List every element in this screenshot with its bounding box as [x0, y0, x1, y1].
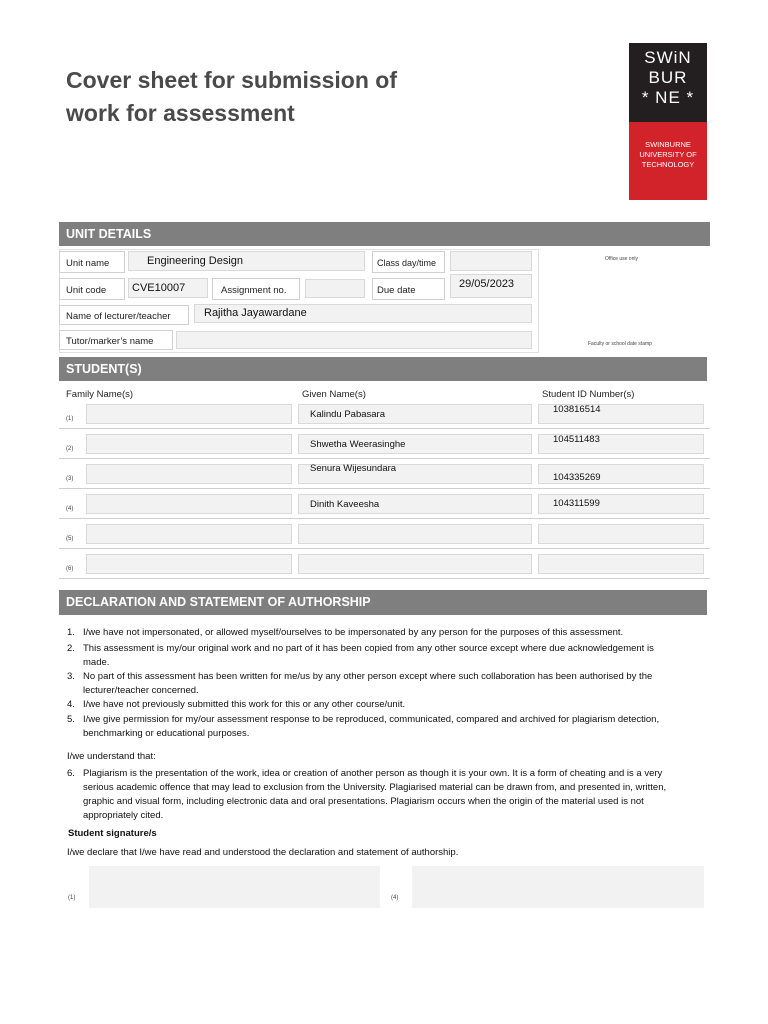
unit-name-field[interactable] [128, 251, 365, 271]
item-line: appropriately cited. [83, 810, 164, 821]
given-name-value: Kalindu Pabasara [310, 409, 385, 420]
given-name-field[interactable] [298, 464, 532, 484]
given-name-value: Shwetha Weerasinghe [310, 439, 406, 450]
student-id-value: 104335269 [553, 472, 601, 483]
understand-text: I/we understand that: [67, 751, 156, 762]
item-line: I/we have not previously submitted this work for this or any other course/unit. [83, 699, 406, 710]
unit-code-label-cell [59, 278, 125, 300]
given-name-field[interactable] [298, 524, 532, 544]
unit-code-field[interactable] [128, 278, 208, 298]
unit-code-label: Unit code [66, 285, 107, 296]
item-line: This assessment is my/our original work and no part of it has been copied from any other source except where due acknowledgement is [83, 643, 654, 654]
item-number: 1. [67, 627, 75, 638]
item-line: made. [83, 657, 110, 668]
class-label-cell [372, 251, 445, 273]
signature-4-number: (4) [391, 895, 399, 901]
unit-name-label: Unit name [66, 258, 110, 269]
signature-field-4[interactable] [412, 866, 704, 908]
given-name-value: Dinith Kaveesha [310, 499, 380, 510]
date-stamp-label: Faculty or school date stamp [588, 341, 652, 347]
lecturer-label-cell [59, 305, 189, 325]
student-id-value: 104311599 [553, 498, 600, 509]
unit-details-header: UNIT DETAILS [59, 222, 710, 246]
family-name-field[interactable] [86, 524, 292, 544]
signature-text: I/we declare that I/we have read and understood the declaration and statement of authorship. [67, 847, 459, 858]
student-id-field[interactable] [538, 404, 704, 424]
page-title: Cover sheet for submission of work for assessment [66, 67, 398, 126]
tutor-field[interactable] [176, 331, 532, 349]
lecturer-label: Name of lecturer/teacher [66, 311, 171, 322]
family-name-field[interactable] [86, 554, 292, 574]
unit-name-value: Engineering Design [147, 255, 244, 267]
class-field[interactable] [450, 251, 532, 271]
family-name-field[interactable] [86, 494, 292, 514]
student-id-field[interactable] [538, 494, 704, 514]
item-line: I/we give permission for my/our assessment response to be reproduced, communicated, compared and archived for plagiarism detection, [83, 714, 660, 725]
student-id-field[interactable] [538, 434, 704, 454]
row-number: (5) [66, 536, 74, 542]
item-number: 4. [67, 699, 75, 710]
student-id-field[interactable] [538, 464, 704, 484]
assignment-label-cell [212, 278, 300, 300]
given-name-field[interactable] [298, 434, 532, 454]
item-number: 2. [67, 643, 75, 654]
assignment-label: Assignment no. [221, 285, 287, 296]
lecturer-field[interactable] [194, 304, 532, 323]
lecturer-value: Rajitha Jayawardane [204, 307, 307, 319]
item-line: Plagiarism is the presentation of the work, idea or creation of another person as though it is your own. It is a form of cheating and is a very [83, 768, 663, 779]
item-line: No part of this assessment has been written for me/us by any other person except where such collaboration has been authorised by the [83, 671, 653, 682]
family-name-field[interactable] [86, 404, 292, 424]
student-id-field[interactable] [538, 524, 704, 544]
due-date-value: 29/05/2023 [459, 278, 515, 290]
unit-code-value: CVE10007 [132, 282, 186, 294]
item-line: benchmarking or educational purposes. [83, 728, 250, 739]
table-row-divider [59, 427, 710, 429]
row-number: (2) [66, 446, 74, 452]
table-row-divider [59, 577, 710, 579]
col-student-id: Student ID Number(s) [542, 389, 635, 400]
row-number: (4) [66, 506, 74, 512]
student-id-value: 104511483 [553, 434, 600, 445]
signature-field-1[interactable] [89, 866, 380, 908]
table-row-divider [59, 517, 710, 519]
family-name-field[interactable] [86, 434, 292, 454]
due-date-field[interactable] [450, 274, 532, 298]
item-line: graphic and visual form, including electronic data and oral presentations. Plagiarism occurs when the origin of the material used is not [83, 796, 644, 807]
item-line: serious academic offence that may lead to exclusion from the University. Plagiarised material can be drawn from, and presented in, written, [83, 782, 667, 793]
table-row-divider [59, 547, 710, 549]
due-date-label: Due date [377, 285, 416, 296]
assignment-field[interactable] [305, 279, 365, 298]
col-family-name: Family Name(s) [66, 389, 134, 400]
item-line: lecturer/teacher concerned. [83, 685, 199, 696]
given-name-field[interactable] [298, 494, 532, 514]
row-number: (1) [66, 416, 74, 422]
item-number: 5. [67, 714, 75, 725]
family-name-field[interactable] [86, 464, 292, 484]
logo-wordmark: SWiN BUR * NE * [629, 43, 707, 122]
col-given-name: Given Name(s) [302, 389, 366, 400]
row-number: (3) [66, 476, 74, 482]
given-name-field[interactable] [298, 554, 532, 574]
signature-title: Student signature/s [68, 828, 157, 839]
given-name-field[interactable] [298, 404, 532, 424]
signature-1-number: (1) [68, 895, 76, 901]
table-row-divider [59, 487, 710, 489]
class-label: Class day/time [377, 258, 437, 268]
table-row-divider [59, 457, 710, 459]
item-number: 6. [67, 768, 75, 779]
due-date-label-cell [372, 278, 445, 300]
tutor-label-cell [59, 330, 173, 350]
declaration-header: DECLARATION AND STATEMENT OF AUTHORSHIP [59, 590, 707, 615]
item-number: 3. [67, 671, 75, 682]
swinburne-logo [629, 43, 707, 200]
student-id-value: 103816514 [553, 404, 601, 415]
students-header: STUDENT(S) [59, 357, 707, 381]
row-number: (6) [66, 566, 74, 572]
item-line: I/we have not impersonated, or allowed myself/ourselves to be impersonated by any person for the purposes of this assessment. [83, 627, 624, 638]
given-name-value: Senura Wijesundara [310, 463, 397, 474]
tutor-label: Tutor/marker’s name [66, 336, 154, 347]
office-use-label: Office use only [605, 256, 638, 262]
unit-name-label-cell [59, 251, 125, 273]
logo-university-name: SWINBURNE UNIVERSITY OF TECHNOLOGY [629, 122, 707, 200]
student-id-field[interactable] [538, 554, 704, 574]
